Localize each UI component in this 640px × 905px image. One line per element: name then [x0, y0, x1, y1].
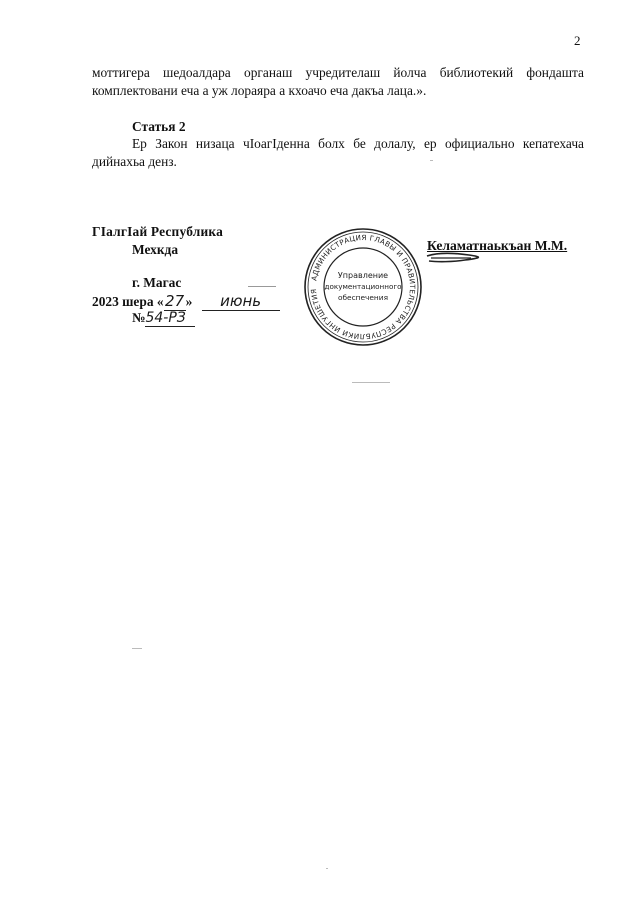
stamp-center-line3: обеспечения: [337, 293, 389, 302]
article-heading: Статья 2: [132, 119, 186, 134]
faint-line: [248, 286, 276, 287]
date-month: июнь: [202, 292, 280, 311]
official-stamp: [302, 226, 424, 348]
stamp-center-line1: Управление: [337, 271, 389, 280]
number-value: 54-РЗ: [145, 310, 195, 327]
date-line: [92, 292, 280, 311]
stamp-center-line2: документационного: [324, 282, 402, 291]
republic-line1: ГIалгIай Республика: [92, 224, 223, 239]
number-prefix: №: [132, 310, 146, 325]
signatory-name: Келаматнаькъан М.М.: [427, 238, 568, 253]
date-day: 27: [165, 292, 185, 310]
page-number: 2: [574, 33, 581, 48]
republic-line2: Мехкда: [132, 242, 179, 257]
signature-scribble: [425, 250, 485, 266]
stamp-ring-text: АДМИНИСТРАЦИЯ ГЛАВЫ И ПРАВИТЕЛЬСТВА РЕСПУБЛИКИ ИНГУШЕТИЯ: [308, 232, 418, 342]
date-prefix: 2023 шера «: [92, 294, 164, 309]
article-text: Ер Закон низаца чIоагIденна болх бе долалу, ер официально кепатехача дийнахьа денз.: [92, 136, 584, 169]
date-mid: »: [185, 294, 193, 309]
city-line: г. Магас: [132, 275, 182, 290]
continuation-paragraph: моттигера шедоалдара органаш учредителаш йолча библиотекий фондашта комплектовани еча а уж лораяра а кхоачо еча дакъа лаца.».: [92, 65, 584, 98]
number-line: [132, 310, 195, 327]
